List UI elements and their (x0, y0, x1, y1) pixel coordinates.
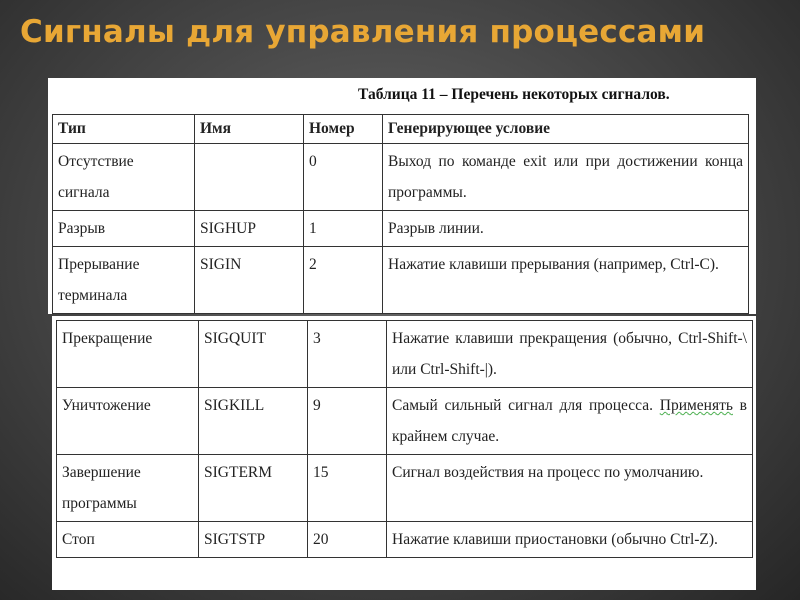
cell-number: 9 (308, 388, 387, 455)
table-row (57, 388, 753, 455)
table-row (53, 211, 749, 247)
condition-text: в крайнем случае. (392, 397, 747, 445)
cell-name: SIGKILL (199, 388, 308, 455)
table-image-bottom (52, 316, 756, 590)
cell-number: 3 (308, 321, 387, 388)
cell-condition (387, 388, 753, 455)
cell-number: 20 (308, 522, 387, 558)
cell-type: Уничтожение (57, 388, 199, 455)
cell-type: Прекращение (57, 321, 199, 388)
cell-type: Разрыв (53, 211, 195, 247)
cell-condition: Нажатие клавиши приостановки (обычно Ctrl-Z). (387, 522, 753, 558)
header-name: Имя (195, 115, 304, 144)
cell-name (195, 144, 304, 211)
signals-table-bottom (56, 320, 753, 558)
cell-condition: Нажатие клавиши прерывания (например, Ctrl-C). (383, 247, 749, 314)
cell-name: SIGTSTP (199, 522, 308, 558)
table-row (53, 144, 749, 211)
cell-condition: Разрыв линии. (383, 211, 749, 247)
table-image-top (48, 78, 756, 314)
slide-title: Сигналы для управления процессами (20, 14, 706, 50)
table-row (57, 321, 753, 388)
cell-name: SIGQUIT (199, 321, 308, 388)
header-type: Тип (53, 115, 195, 144)
signals-table-top (52, 114, 749, 314)
table-row (57, 455, 753, 522)
table-caption: Таблица 11 – Перечень некоторых сигналов. (358, 86, 670, 103)
cell-name: SIGIN (195, 247, 304, 314)
cell-type: Отсутствие сигнала (53, 144, 195, 211)
cell-number: 1 (304, 211, 383, 247)
cell-condition: Выход по команде exit или при достижении конца программы. (383, 144, 749, 211)
cell-name: SIGHUP (195, 211, 304, 247)
cell-number: 15 (308, 455, 387, 522)
header-number: Номер (304, 115, 383, 144)
cell-condition: Сигнал воздействия на процесс по умолчанию. (387, 455, 753, 522)
cell-condition: Нажатие клавиши прекращения (обычно, Ctrl-Shift-\ или Ctrl-Shift-|). (387, 321, 753, 388)
table-header-row (53, 115, 749, 144)
spellcheck-word: Применять (659, 397, 733, 414)
cell-type: Стоп (57, 522, 199, 558)
table-row (57, 522, 753, 558)
cell-name: SIGTERM (199, 455, 308, 522)
cell-type: Прерывание терминала (53, 247, 195, 314)
table-row (53, 247, 749, 314)
cell-number: 0 (304, 144, 383, 211)
cell-number: 2 (304, 247, 383, 314)
condition-text: Самый сильный сигнал для процесса. (392, 397, 654, 414)
header-condition: Генерирующее условие (383, 115, 749, 144)
cell-type: Завершение программы (57, 455, 199, 522)
